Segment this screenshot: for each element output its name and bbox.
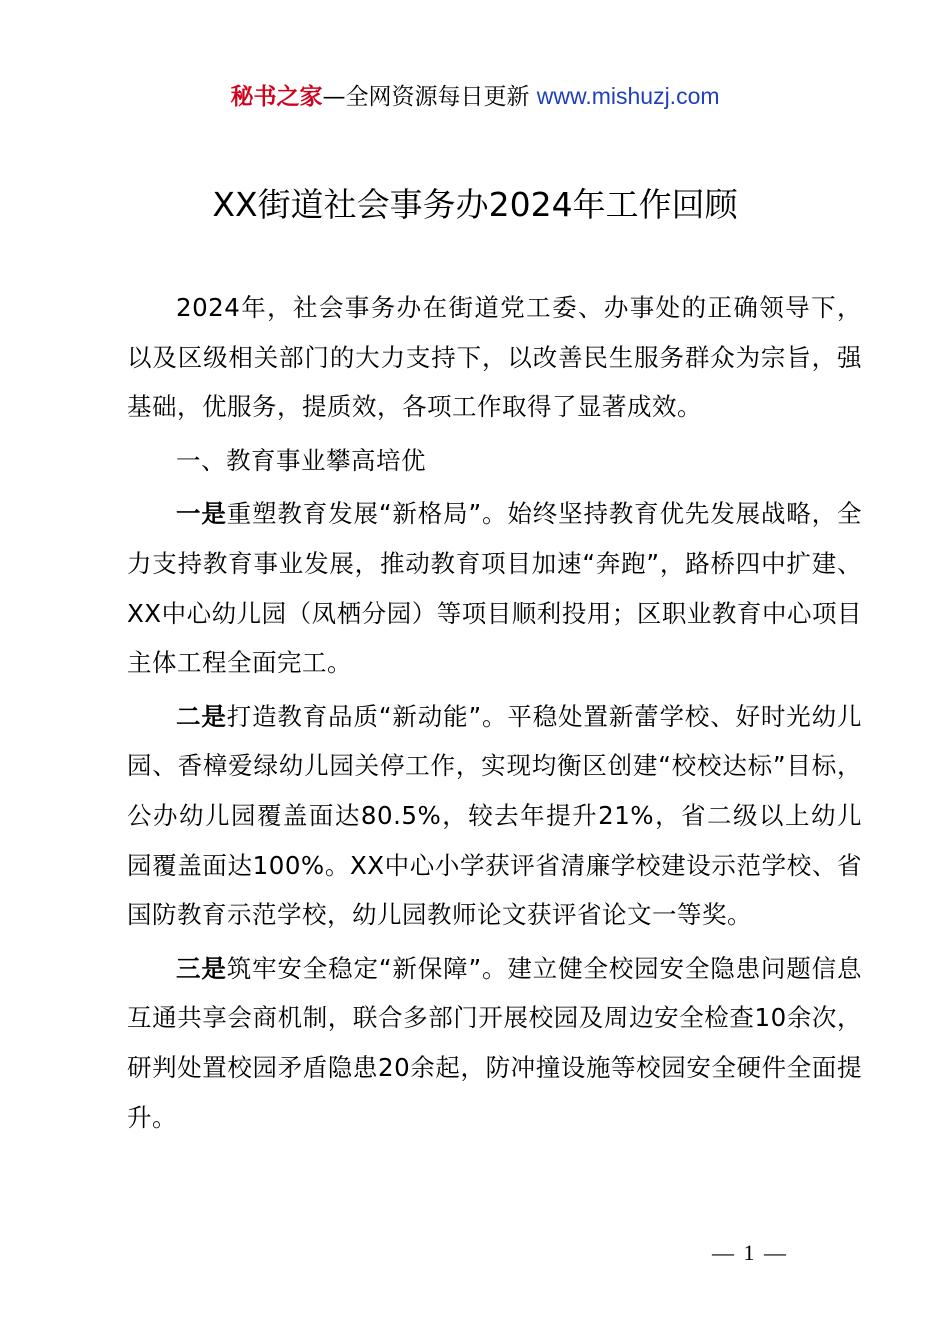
document-title: XX街道社会事务办2024年工作回顾	[212, 185, 738, 224]
item-lead-3: 三是	[176, 953, 227, 983]
intro-paragraph: 2024年，社会事务办在街道党工委、办事处的正确领导下，以及区级相关部门的大力支持下，以改善民生服务群众为宗旨，强基础，优服务，提质效，各项工作取得了显著成效。	[127, 293, 862, 422]
item-text-3: 筑牢安全稳定“新保障”。建立健全校园安全隐患问题信息互通共享会商机制，联合多部门开展校园及周边安全检查10余次，研判处置校园矛盾隐患20余起，防冲撞设施等校园安全硬件全面提升。	[127, 953, 862, 1132]
site-url-link[interactable]: www.mishuzj.com	[536, 83, 720, 109]
site-brand: 秘书之家	[230, 84, 323, 110]
item-lead-2: 二是	[176, 701, 227, 731]
site-tagline: —全网资源每日更新	[322, 84, 537, 110]
item-paragraph-3	[127, 944, 862, 1142]
item-lead-1: 一是	[176, 499, 227, 529]
section-heading: 一、教育事业攀高培优	[176, 445, 426, 475]
document-body	[127, 283, 862, 1142]
item-paragraph-2	[127, 692, 862, 940]
item-paragraph-1	[127, 489, 862, 687]
item-text-2: 打造教育品质“新动能”。平稳处置新蕾学校、好时光幼儿园、香樟爱绿幼儿园关停工作，实现均衡区创建“校校达标”目标，公办幼儿园覆盖面达80.5%，较去年提升21%，省二级以上幼儿园覆盖面达100%。XX中心小学获评省清廉学校建设示范学校、省国防教育示范学校，幼儿园教师论文获评省论文一等奖。	[127, 701, 862, 930]
item-text-1: 重塑教育发展“新格局”。始终坚持教育优先发展战略，全力支持教育事业发展，推动教育项目加速“奔跑”，路桥四中扩建、XX中心幼儿园（凤栖分园）等项目顺利投用；区职业教育中心项目主体工程全面完工。	[127, 499, 862, 678]
page-number: — 1 —	[712, 1240, 788, 1265]
site-header	[0, 80, 950, 113]
